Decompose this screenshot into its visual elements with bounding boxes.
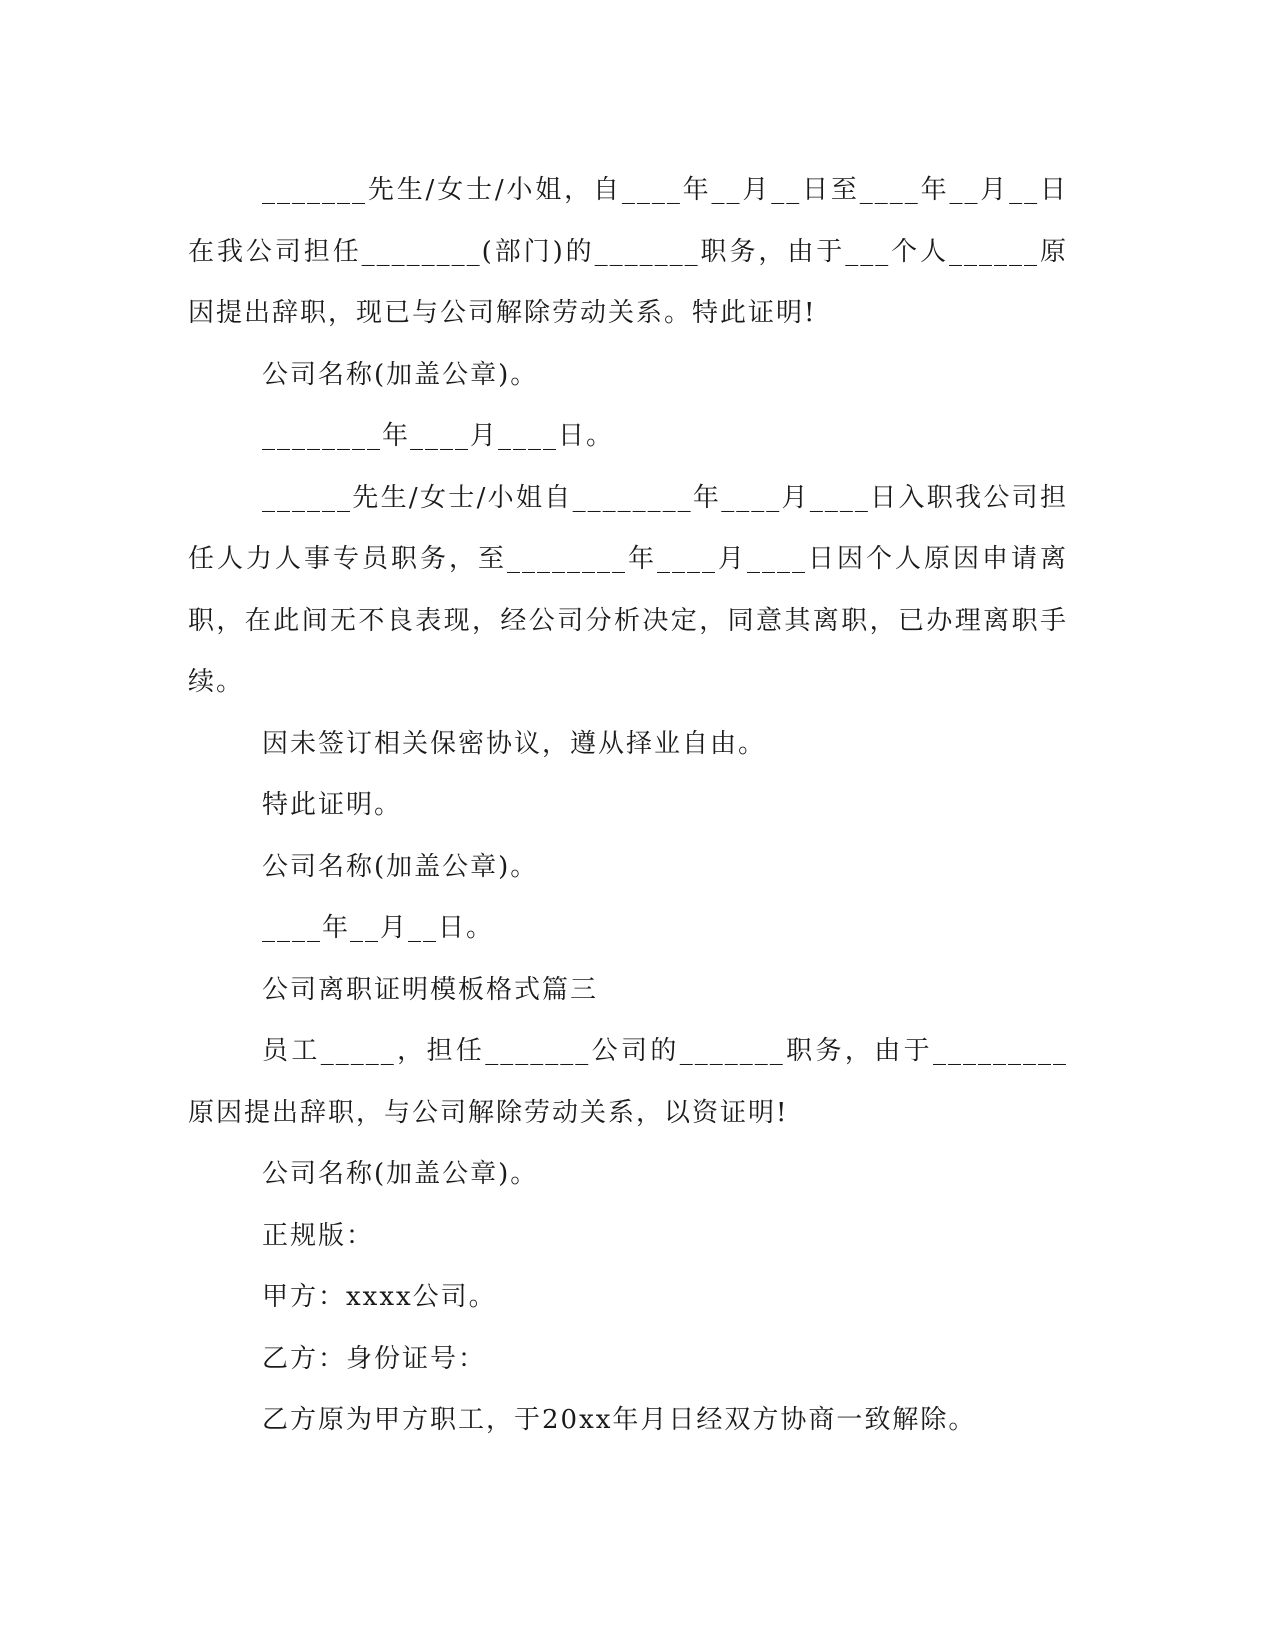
paragraph-resignation-certificate-1: _______先生/女士/小姐，自____年__月__日至____年__月__日在我公司担任________(部门)的_______职务，由于___个人______原因提出辞职，现已与公司解除劳动关系。特此证明! (188, 175, 1068, 328)
paragraph-party-a: 甲方：xxxx公司。 (262, 1282, 497, 1312)
paragraph-party-b: 乙方：身份证号： (262, 1343, 487, 1374)
paragraph-termination-statement: 乙方原为甲方职工，于20xx年月日经双方协商一致解除。 (262, 1405, 977, 1435)
paragraph-company-seal-1: 公司名称(加盖公章)。 (262, 359, 539, 390)
paragraph-company-seal-2: 公司名称(加盖公章)。 (262, 851, 539, 882)
paragraph-date-1: ________年____月____日。 (262, 421, 615, 451)
paragraph-date-2: ____年__月__日。 (262, 913, 495, 943)
paragraph-hereby-certify: 特此证明。 (262, 790, 403, 820)
paragraph-resignation-certificate-2: ______先生/女士/小姐自________年____月____日入职我公司担任人力人事专员职务，至________年____月____日因个人原因申请离职，在此间无不良表现，经公司分析决定，同意其离职，已办理离职手续。 (188, 482, 1068, 697)
paragraph-resignation-certificate-3: 员工_____，担任_______公司的_______职务，由于_________原因提出辞职，与公司解除劳动关系，以资证明! (188, 1036, 1068, 1128)
paragraph-confidentiality-note: 因未签订相关保密协议，遵从择业自由。 (262, 728, 767, 759)
paragraph-company-seal-3: 公司名称(加盖公章)。 (262, 1159, 539, 1189)
document-body (188, 160, 1068, 1452)
paragraph-formal-version-label: 正规版： (262, 1220, 375, 1251)
section-heading-template-3: 公司离职证明模板格式篇三 (262, 974, 599, 1005)
